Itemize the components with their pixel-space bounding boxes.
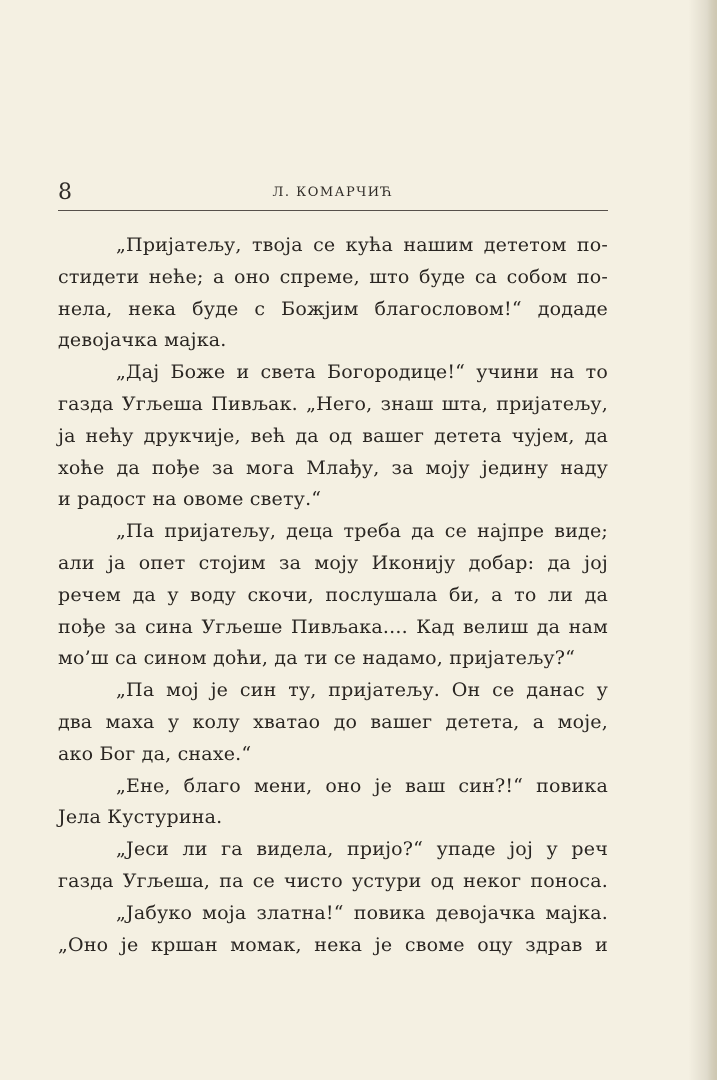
text-line: али ја опет стојим за моју Иконију добар: да јој xyxy=(58,551,608,574)
text-line: „Дај Боже и света Богородице!“ учини на то xyxy=(116,361,608,384)
text-line: мо’ш са сином доћи, да ти се надамо, пријатељу?“ xyxy=(58,647,575,670)
text-line: „Јабуко моја златна!“ повика девојачка мајка. xyxy=(116,901,608,924)
paragraph xyxy=(58,675,608,770)
text-line: ја нећу друкчије, већ да од вашег детета чујем, да xyxy=(58,424,608,447)
page-header xyxy=(58,176,608,211)
text-line: газда Угљеша Пивљак. „Него, знаш шта, пријатељу, xyxy=(58,392,608,415)
paragraph xyxy=(58,898,608,962)
text-line: „Јеси ли га видела, пријо?“ упаде јој у реч xyxy=(116,838,608,861)
text-line: стидети неће; а оно спреме, што буде са собом по- xyxy=(58,265,608,288)
text-line: ако Бог да, снахе.“ xyxy=(58,742,252,765)
text-line: „Пријатељу, твоја се кућа нашим дететом по- xyxy=(116,234,608,256)
paragraph xyxy=(58,771,608,835)
text-line: и радост на овоме свету.“ xyxy=(58,488,322,511)
text-line: пође за сина Угљеше Пивљака.... Кад велиш да нам xyxy=(58,615,608,638)
text-line: Јела Кустурина. xyxy=(58,806,223,829)
text-line: „Па мој је син ту, пријатељу. Он се данас у xyxy=(116,679,608,702)
text-line: девојачка мајка. xyxy=(58,329,227,352)
paragraph xyxy=(58,357,608,516)
text-line: два маха у колу хватао до вашег детета, а моје, xyxy=(58,710,608,733)
page-number: 8 xyxy=(58,180,72,205)
page-edge-shadow xyxy=(707,0,717,1080)
running-head: Л. КОМАРЧИЋ xyxy=(272,185,394,200)
text-line: нела, нека буде с Божјим благословом!“ додаде xyxy=(58,297,608,320)
text-line: „Оно је кршан момак, нека је своме оцу здрав и xyxy=(58,933,608,956)
text-line: хоће да пође за мога Млађу, за моју једину наду xyxy=(58,456,608,479)
text-line: газда Угљеша, па се чисто устури од неког поноса. xyxy=(58,869,608,892)
paragraph xyxy=(58,230,608,357)
text-line: „Па пријатељу, деца треба да се најпре виде; xyxy=(116,520,608,543)
text-line: „Ене, благо мени, оно је ваш син?!“ повика xyxy=(116,774,608,797)
text-line: речем да у воду скочи, послушала би, а то ли да xyxy=(58,583,608,606)
paragraph xyxy=(58,834,608,898)
paragraph xyxy=(58,516,608,675)
body-text xyxy=(58,230,608,961)
